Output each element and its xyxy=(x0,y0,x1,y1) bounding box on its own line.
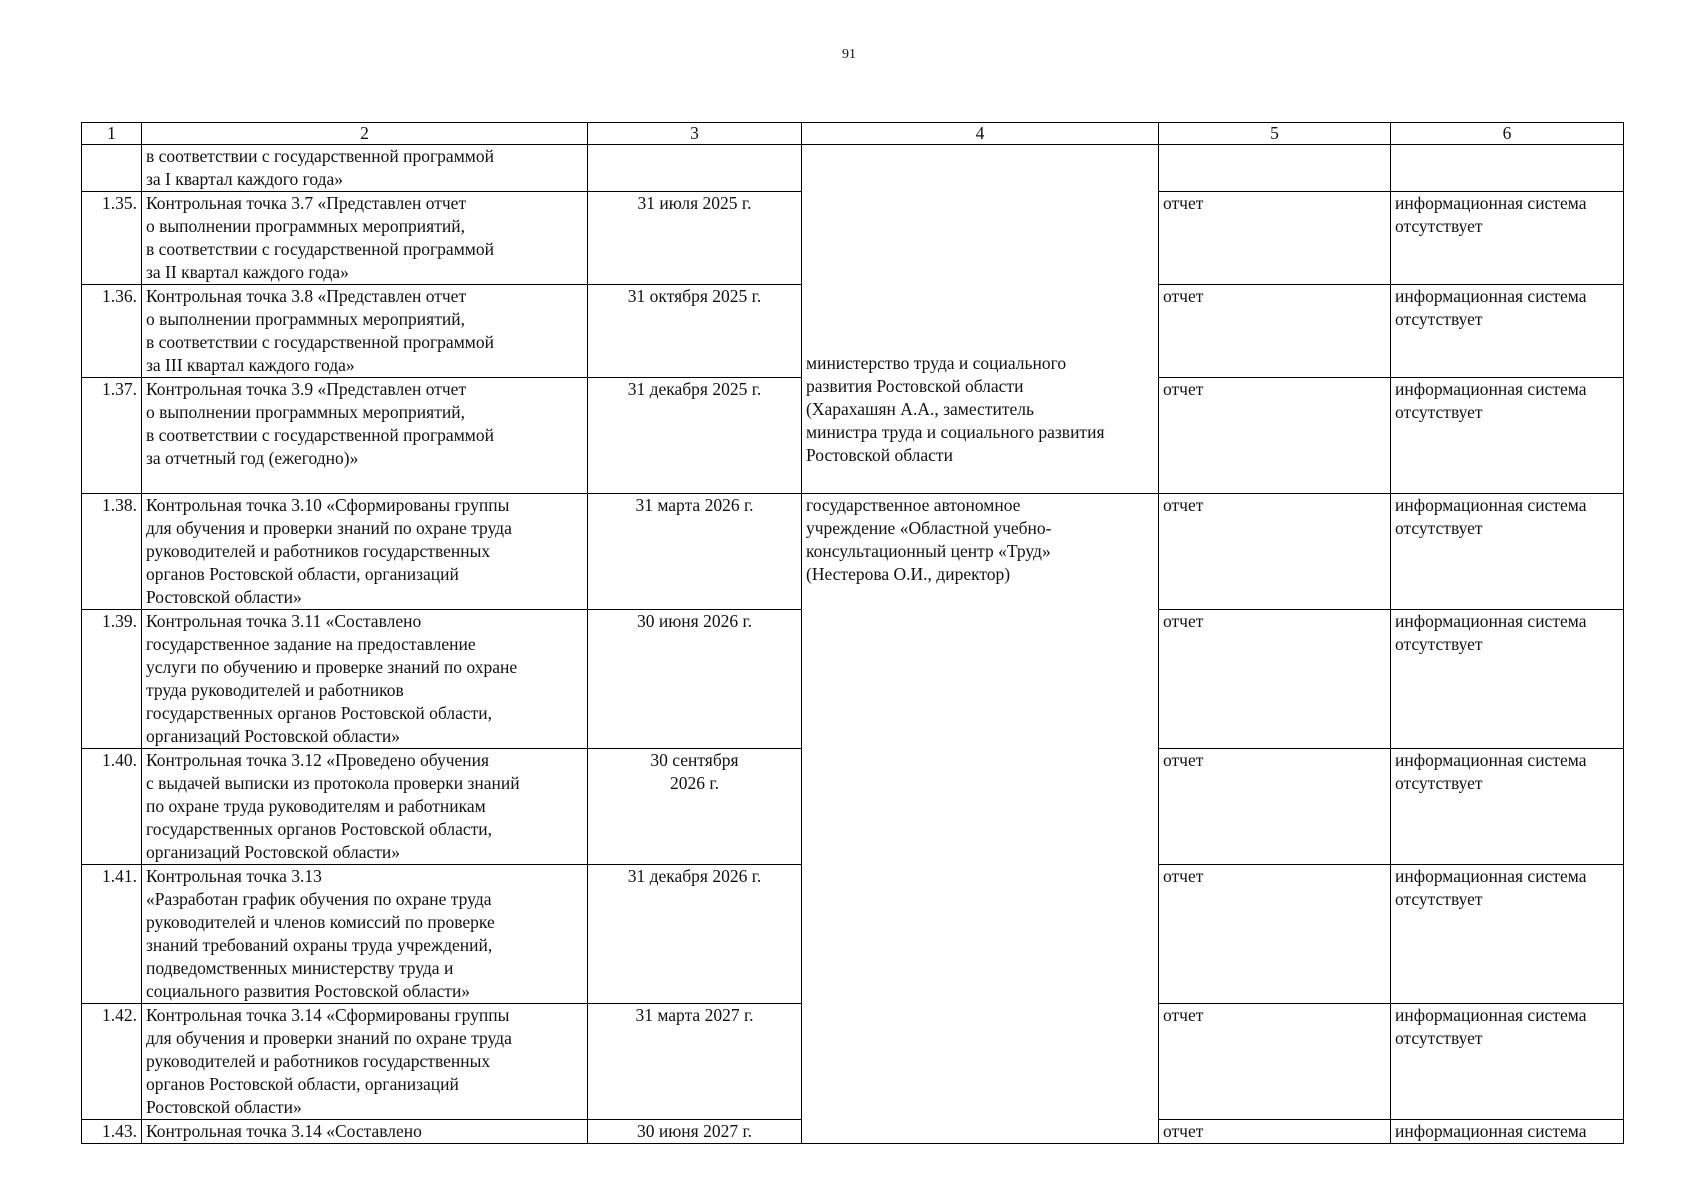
row-number: 1.42. xyxy=(82,1004,142,1120)
row-system: информационная система отсутствует xyxy=(1391,192,1624,285)
responsible-ministry-text: министерство труда и социального развития Ростовской области (Харахашян А.А., заместитель министра труда и социального развития Ростовской области xyxy=(806,353,1105,465)
row-number: 1.38. xyxy=(82,494,142,610)
row-number: 1.37. xyxy=(82,378,142,494)
row-number: 1.39. xyxy=(82,610,142,749)
plan-table xyxy=(81,122,1624,1144)
header-col-3: 3 xyxy=(588,123,802,145)
responsible-ministry-spacer xyxy=(806,145,1154,352)
row-description: Контрольная точка 3.8 «Представлен отчет о выполнении программных мероприятий, в соответствии с государственной программой за III квартал каждого года» xyxy=(142,285,588,378)
row-system: информационная система отсутствует xyxy=(1391,749,1624,865)
row-document: отчет xyxy=(1159,285,1391,378)
row-document: отчет xyxy=(1159,610,1391,749)
row-description: Контрольная точка 3.14 «Составлено xyxy=(142,1120,588,1144)
row-system: информационная система отсутствует xyxy=(1391,285,1624,378)
row-number: 1.36. xyxy=(82,285,142,378)
row-date: 31 декабря 2026 г. xyxy=(588,865,802,1004)
row-description: Контрольная точка 3.7 «Представлен отчет о выполнении программных мероприятий, в соответствии с государственной программой за II квартал каждого года» xyxy=(142,192,588,285)
row-system xyxy=(1391,145,1624,192)
row-document: отчет xyxy=(1159,494,1391,610)
row-document: отчет xyxy=(1159,378,1391,494)
table-row xyxy=(82,494,1624,610)
header-col-4: 4 xyxy=(802,123,1159,145)
row-system: информационная система отсутствует xyxy=(1391,1004,1624,1120)
row-date xyxy=(588,145,802,192)
header-col-1: 1 xyxy=(82,123,142,145)
row-description: Контрольная точка 3.13 «Разработан график обучения по охране труда руководителей и членов комиссий по проверке знаний требований охраны труда учреждений, подведомственных министерству труда и социального развития Ростовской области» xyxy=(142,865,588,1004)
row-document xyxy=(1159,145,1391,192)
header-row xyxy=(82,123,1624,145)
row-description: Контрольная точка 3.14 «Сформированы группы для обучения и проверки знаний по охране труда руководителей и работников государственных органов Ростовской области, организаций Ростовской области» xyxy=(142,1004,588,1120)
row-description: Контрольная точка 3.10 «Сформированы группы для обучения и проверки знаний по охране труда руководителей и работников государственных органов Ростовской области, организаций Ростовской области» xyxy=(142,494,588,610)
row-document: отчет xyxy=(1159,1004,1391,1120)
row-number: 1.41. xyxy=(82,865,142,1004)
page-number: 91 xyxy=(842,47,856,62)
row-system: информационная система отсутствует xyxy=(1391,494,1624,610)
row-date: 31 июля 2025 г. xyxy=(588,192,802,285)
row-date: 31 октября 2025 г. xyxy=(588,285,802,378)
header-col-2: 2 xyxy=(142,123,588,145)
row-date: 31 декабря 2025 г. xyxy=(588,378,802,494)
row-date: 30 сентября 2026 г. xyxy=(588,749,802,865)
header-col-6: 6 xyxy=(1391,123,1624,145)
row-number: 1.35. xyxy=(82,192,142,285)
row-system: информационная система отсутствует xyxy=(1391,865,1624,1004)
row-number: 1.43. xyxy=(82,1120,142,1144)
responsible-ministry xyxy=(802,145,1159,494)
row-system: информационная система отсутствует xyxy=(1391,610,1624,749)
row-system: информационная система xyxy=(1391,1120,1624,1144)
row-system: информационная система отсутствует xyxy=(1391,378,1624,494)
row-document: отчет xyxy=(1159,865,1391,1004)
row-document: отчет xyxy=(1159,1120,1391,1144)
row-date: 31 марта 2027 г. xyxy=(588,1004,802,1120)
row-description: Контрольная точка 3.11 «Составлено государственное задание на предоставление услуги по обучению и проверке знаний по охране труда руководителей и работников государственных органов Ростовской области, организаций Ростовской области» xyxy=(142,610,588,749)
table-row-continuation xyxy=(82,145,1624,192)
row-description: Контрольная точка 3.9 «Представлен отчет о выполнении программных мероприятий, в соответствии с государственной программой за отчетный год (ежегодно)» xyxy=(142,378,588,494)
row-description: Контрольная точка 3.12 «Проведено обучения с выдачей выписки из протокола проверки знаний по охране труда руководителям и работникам государственных органов Ростовской области, организаций Ростовской области» xyxy=(142,749,588,865)
row-date: 30 июня 2026 г. xyxy=(588,610,802,749)
row-date: 31 марта 2026 г. xyxy=(588,494,802,610)
row-date: 30 июня 2027 г. xyxy=(588,1120,802,1144)
row-document: отчет xyxy=(1159,749,1391,865)
header-col-5: 5 xyxy=(1159,123,1391,145)
row-number xyxy=(82,145,142,192)
row-description: в соответствии с государственной программой за I квартал каждого года» xyxy=(142,145,588,192)
row-document: отчет xyxy=(1159,192,1391,285)
row-number: 1.40. xyxy=(82,749,142,865)
responsible-center: государственное автономное учреждение «Областной учебно- консультационный центр «Труд» (Нестерова О.И., директор) xyxy=(802,494,1159,1144)
